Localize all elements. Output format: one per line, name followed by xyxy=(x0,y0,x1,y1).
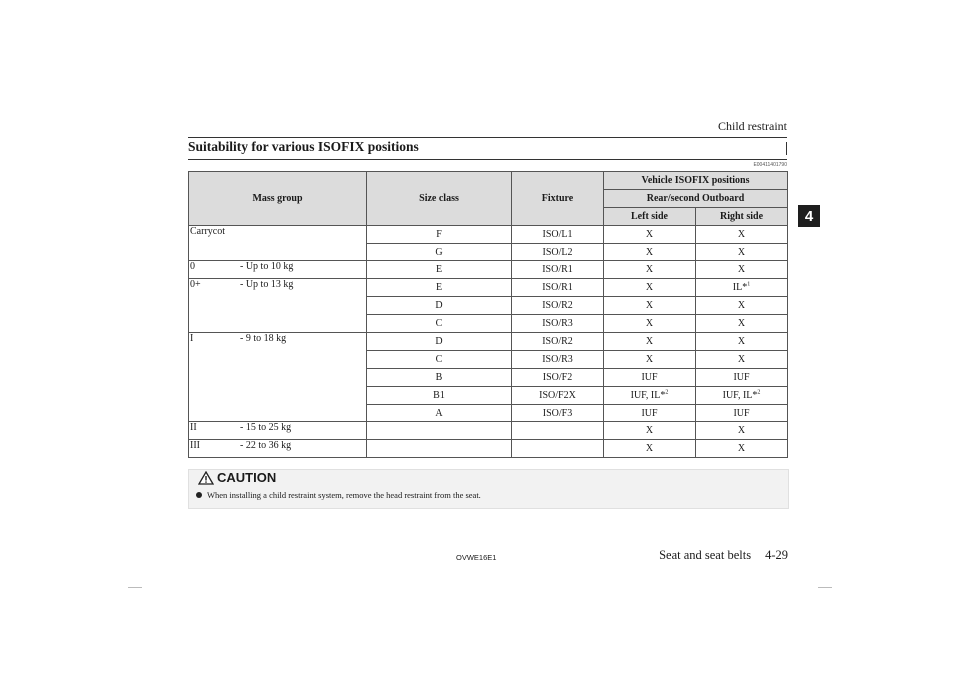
mass-group-cell xyxy=(189,440,367,458)
right-side-cell xyxy=(696,315,788,333)
mass-group-cell xyxy=(189,422,367,440)
footnote-marker: 1 xyxy=(747,281,751,288)
left-side-cell xyxy=(604,422,696,440)
table-row xyxy=(189,225,788,243)
mass-group-weight: - 15 to 25 kg xyxy=(240,422,292,434)
fixture-cell-text: ISO/L2 xyxy=(542,246,573,258)
right-side-cell-text: X xyxy=(737,246,746,258)
table-row xyxy=(189,279,788,297)
mass-group-name: I xyxy=(190,333,194,345)
fixture-cell xyxy=(512,404,604,422)
right-side-cell-text: X xyxy=(737,300,746,312)
table-row xyxy=(189,333,788,351)
left-side-cell-text: X xyxy=(645,246,654,258)
right-side-cell xyxy=(696,386,788,404)
caution-text: When installing a child restraint system, remove the head restraint from the seat. xyxy=(207,490,481,500)
left-side-cell xyxy=(604,315,696,333)
right-side-cell-text: IUF, IL* xyxy=(722,389,758,401)
left-side-cell xyxy=(604,404,696,422)
left-side-cell-text: IUF, IL* xyxy=(630,389,666,401)
left-side-cell-text: X xyxy=(645,318,654,330)
left-side-cell-text: IUF xyxy=(641,407,658,419)
fixture-cell xyxy=(512,279,604,297)
fixture-cell-text: ISO/R2 xyxy=(542,300,573,312)
mass-group-cell xyxy=(189,279,367,333)
fixture-cell xyxy=(512,261,604,279)
size-class-cell xyxy=(367,386,512,404)
right-side-cell xyxy=(696,261,788,279)
size-class-cell-text: A xyxy=(435,407,443,419)
right-side-cell-text: X xyxy=(737,264,746,276)
caution-label: CAUTION xyxy=(217,470,277,485)
fixture-cell-text: ISO/R3 xyxy=(542,318,573,330)
size-class-cell-text: C xyxy=(435,353,443,365)
left-side-cell xyxy=(604,386,696,404)
caution-box xyxy=(188,469,789,509)
table-row xyxy=(189,261,788,279)
right-side-cell xyxy=(696,368,788,386)
table-row xyxy=(189,440,788,458)
fixture-cell-text: ISO/F2 xyxy=(542,371,573,383)
fixture-cell xyxy=(512,422,604,440)
left-side-cell xyxy=(604,279,696,297)
chapter-number-tab: 4 xyxy=(798,205,820,227)
header-vehicle-positions: Vehicle ISOFIX positions xyxy=(604,172,788,190)
left-side-cell-text: X xyxy=(645,228,654,240)
table-body xyxy=(189,225,788,458)
right-side-cell-text: X xyxy=(737,228,746,240)
left-side-cell-text: X xyxy=(645,353,654,365)
size-class-cell xyxy=(367,368,512,386)
fixture-cell xyxy=(512,315,604,333)
size-class-cell xyxy=(367,225,512,243)
fixture-cell xyxy=(512,333,604,351)
mass-group-cell xyxy=(189,261,367,279)
fixture-cell-text: ISO/F2X xyxy=(539,389,576,401)
fixture-cell-text: ISO/L1 xyxy=(542,228,573,240)
chapter-header: Child restraint xyxy=(718,119,787,133)
size-class-cell xyxy=(367,297,512,315)
mass-group-weight: - Up to 13 kg xyxy=(240,279,294,291)
fixture-cell xyxy=(512,225,604,243)
mass-group-weight: - Up to 10 kg xyxy=(240,261,294,273)
mass-group-name: II xyxy=(190,422,197,434)
fixture-cell-text: ISO/F3 xyxy=(542,407,573,419)
left-side-cell xyxy=(604,350,696,368)
size-class-cell-text: C xyxy=(435,318,443,330)
size-class-cell xyxy=(367,440,512,458)
mass-group-name: III xyxy=(190,440,200,452)
size-class-cell xyxy=(367,279,512,297)
fixture-cell xyxy=(512,440,604,458)
size-class-cell xyxy=(367,333,512,351)
fixture-cell xyxy=(512,297,604,315)
caution-item xyxy=(196,490,481,500)
size-class-cell-text: E xyxy=(435,264,443,276)
header-right-side: Right side xyxy=(696,207,788,225)
header-rear-outboard: Rear/second Outboard xyxy=(604,189,788,207)
header-left-side: Left side xyxy=(604,207,696,225)
right-side-cell xyxy=(696,440,788,458)
size-class-cell xyxy=(367,261,512,279)
size-class-cell-text: B1 xyxy=(433,389,445,401)
right-side-cell-text: X xyxy=(737,353,746,365)
left-side-cell xyxy=(604,440,696,458)
mass-group-name: 0+ xyxy=(190,279,201,291)
fixture-cell-text: ISO/R2 xyxy=(542,335,573,347)
right-side-cell xyxy=(696,333,788,351)
footnote-marker: 2 xyxy=(757,389,761,396)
caution-heading xyxy=(198,470,276,485)
size-class-cell xyxy=(367,243,512,261)
mass-group-cell xyxy=(189,225,367,261)
right-side-cell xyxy=(696,279,788,297)
size-class-cell-text: B xyxy=(435,371,443,383)
right-side-cell-text: IL* xyxy=(732,282,748,294)
bullet-icon xyxy=(196,492,202,498)
right-side-cell xyxy=(696,350,788,368)
mass-group-name: 0 xyxy=(190,261,195,273)
crop-mark xyxy=(818,587,832,588)
page-footer xyxy=(659,548,788,563)
right-side-cell xyxy=(696,422,788,440)
right-side-cell-text: X xyxy=(737,335,746,347)
left-side-cell xyxy=(604,225,696,243)
left-side-cell-text: X xyxy=(645,264,654,276)
section-title: Suitability for various ISOFIX positions xyxy=(188,139,419,154)
mass-group-weight: - 22 to 36 kg xyxy=(240,440,292,452)
table-row xyxy=(189,422,788,440)
size-class-cell xyxy=(367,315,512,333)
left-side-cell xyxy=(604,243,696,261)
left-side-cell-text: IUF xyxy=(641,371,658,383)
left-side-cell-text: X xyxy=(645,282,654,294)
fixture-cell xyxy=(512,350,604,368)
fixture-cell xyxy=(512,243,604,261)
fixture-cell-text: ISO/R1 xyxy=(542,282,573,294)
left-side-cell xyxy=(604,297,696,315)
left-side-cell xyxy=(604,368,696,386)
left-side-cell-text: X xyxy=(645,300,654,312)
fixture-cell-text: ISO/R3 xyxy=(542,353,573,365)
fixture-cell-text: ISO/R1 xyxy=(542,264,573,276)
header-mass-group: Mass group xyxy=(189,172,367,226)
isofix-suitability-table xyxy=(188,171,788,458)
left-side-cell-text: X xyxy=(645,335,654,347)
header-fixture: Fixture xyxy=(512,172,604,226)
table-header xyxy=(189,172,788,226)
size-class-cell-text: D xyxy=(435,300,443,312)
fixture-cell xyxy=(512,368,604,386)
size-class-cell xyxy=(367,404,512,422)
header-size-class: Size class xyxy=(367,172,512,226)
size-class-cell xyxy=(367,350,512,368)
right-side-cell xyxy=(696,225,788,243)
footer-section: Seat and seat belts xyxy=(659,548,752,562)
right-side-cell-text: IUF xyxy=(733,407,750,419)
right-side-cell xyxy=(696,404,788,422)
crop-mark xyxy=(128,587,142,588)
page-number: 4-29 xyxy=(765,548,788,562)
right-side-cell xyxy=(696,243,788,261)
right-side-cell xyxy=(696,297,788,315)
left-side-cell xyxy=(604,333,696,351)
mass-group-name: Carrycot xyxy=(190,225,225,237)
right-side-cell-text: IUF xyxy=(733,371,750,383)
right-side-cell-text: X xyxy=(737,318,746,330)
size-class-cell xyxy=(367,422,512,440)
size-class-cell-text: E xyxy=(435,282,443,294)
left-side-cell-text: X xyxy=(645,443,654,455)
size-class-cell-text: D xyxy=(435,335,443,347)
right-side-cell-text: X xyxy=(737,425,746,437)
left-side-cell xyxy=(604,261,696,279)
document-code: OVWE16E1 xyxy=(456,553,497,562)
size-class-cell-text: G xyxy=(435,246,443,258)
footnote-marker: 2 xyxy=(665,389,669,396)
section-code: E00411401790 xyxy=(753,162,787,168)
warning-triangle-icon xyxy=(198,471,214,485)
right-side-cell-text: X xyxy=(737,443,746,455)
mass-group-cell xyxy=(189,333,367,422)
size-class-cell-text: F xyxy=(436,228,442,240)
left-side-cell-text: X xyxy=(645,425,654,437)
mass-group-weight: - 9 to 18 kg xyxy=(240,333,287,345)
fixture-cell xyxy=(512,386,604,404)
